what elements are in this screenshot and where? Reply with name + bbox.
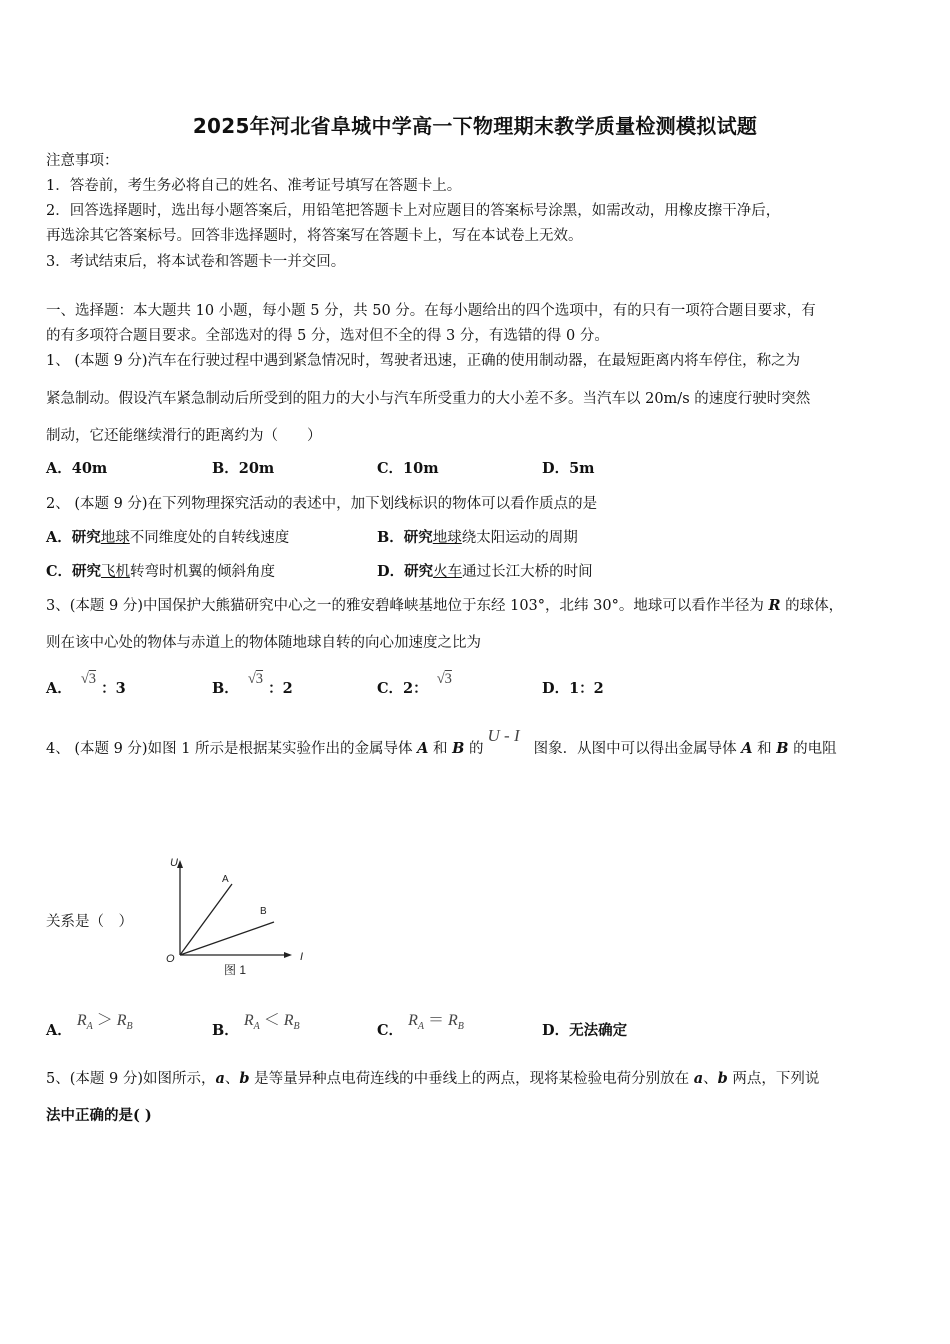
r-symbol: R (448, 1012, 458, 1029)
q4-ui-graph (160, 850, 320, 980)
sqrt-sign: √ (80, 671, 89, 687)
q3-option-b-label: B． (212, 680, 239, 697)
r-subscript: B (126, 1021, 133, 1033)
q2-option-d-prefix: D．研究 (377, 563, 434, 580)
q5-sep: 、 (224, 1071, 240, 1087)
graph-line-b (180, 922, 274, 955)
q3-stem-text: 3、(本题 9 分)中国保护大熊猫研究中心之一的雅安碧峰峡基地位于东经 103°，北纬 30°。地球可以看作半径为 (46, 598, 769, 614)
q4-option-b (212, 1012, 300, 1047)
r-subscript: A (417, 1021, 424, 1033)
q3-option-a-rest: ：3 (101, 680, 126, 697)
q1-stem-line-3: 制动，它还能继续滑行的距离约为（ ） (46, 428, 322, 444)
q1-option-a: A．40m (46, 460, 108, 477)
q5-point-b-2: b (717, 1070, 728, 1087)
graph-x-label: I (300, 951, 304, 963)
r-symbol: R (76, 1012, 87, 1029)
q5-point-a: a (215, 1070, 225, 1087)
q2-option-b (377, 528, 578, 548)
section-instructions-line-2: 的有多项符合题目要求。全部选对的得 5 分，选对但不全的得 3 分，有选错的得 0 分。 (46, 328, 609, 344)
q3-option-b-rest: ：2 (268, 680, 293, 697)
q3-option-a (46, 671, 126, 699)
comparison-op: ＝ (428, 1012, 445, 1029)
q2-option-a (46, 528, 289, 548)
graph-origin-label: O (166, 953, 175, 965)
q1-option-d: D．5m (542, 460, 595, 477)
q2-option-c-prefix: C．研究 (46, 563, 102, 580)
q3-option-c-label: C．2： (377, 680, 428, 697)
q3-stem-line-2: 则在该中心处的物体与赤道上的物体随地球自转的向心加速度之比为 (46, 635, 481, 651)
q2-option-a-prefix: A．研究 (46, 529, 101, 546)
r-subscript: A (86, 1021, 93, 1033)
q2-option-a-underlined: 地球 (100, 530, 130, 546)
q1-stem-line-2: 紧急制动。假设汽车紧急制动后所受到的阻力的大小与汽车所受重力的大小差不多。当汽车以 20m/s 的速度行驶时突然 (46, 391, 811, 407)
graph-caption: 图 1 (224, 963, 247, 977)
q3-option-c (377, 671, 452, 699)
r-symbol: R (116, 1012, 127, 1029)
q4-and-2: 和 (752, 741, 777, 757)
q3-option-b-sqrt (248, 671, 263, 687)
q2-option-a-rest: 不同维度处的自转线速度 (129, 530, 290, 546)
q1-option-c: C．10m (377, 460, 439, 477)
q3-radius-symbol: R (768, 597, 781, 614)
notice-item-1: 1．答卷前，考生务必将自己的姓名、准考证号填写在答题卡上。 (46, 178, 462, 194)
q4-symbol-a-2: A (741, 740, 753, 757)
q2-option-c-underlined: 飞机 (101, 564, 131, 580)
graph-x-arrow (284, 952, 292, 958)
q3-option-c-sqrt (437, 671, 452, 687)
notice-item-3: 3．考试结束后，将本试卷和答题卡一并交回。 (46, 254, 346, 270)
comparison-op: ＞ (96, 1012, 113, 1029)
q4-symbol-a: A (417, 740, 429, 757)
notice-heading: 注意事项： (46, 153, 119, 169)
q4-option-a (46, 1012, 133, 1047)
q4-option-c (377, 1012, 464, 1047)
q2-option-d (377, 562, 593, 582)
q4-stem-end: 的电阻 (788, 741, 837, 757)
q5-stem-line-1 (46, 1069, 819, 1089)
q4-option-a-formula (76, 1012, 133, 1033)
r-symbol: R (283, 1012, 294, 1029)
q2-option-b-underlined: 地球 (432, 530, 462, 546)
q4-stem (46, 726, 837, 759)
r-symbol: R (243, 1012, 254, 1029)
r-subscript: B (293, 1021, 300, 1033)
q4-and: 和 (428, 741, 453, 757)
sqrt-sign: √ (247, 671, 256, 687)
q5-sep-2: 、 (703, 1071, 718, 1087)
q5-stem-end: 两点，下列说 (727, 1071, 820, 1087)
q3-stem-line-1 (46, 596, 843, 616)
q4-ui-formula: U - I (487, 726, 520, 745)
q4-option-a-label: A． (46, 1022, 72, 1039)
graph-y-label: U (170, 857, 178, 869)
q4-relation-prompt: 关系是（ ） (46, 914, 133, 930)
notice-item-2-cont: 再选涂其它答案标号。回答非选择题时，将答案写在答题卡上，写在本试卷上无效。 (46, 228, 583, 244)
q4-option-b-label: B． (212, 1022, 239, 1039)
sqrt-argument: 3 (255, 671, 264, 687)
q4-stem-text-2: 图象．从图中可以得出金属导体 (533, 741, 742, 757)
q3-option-b (212, 671, 293, 699)
q2-option-d-rest: 通过长江大桥的时间 (462, 564, 593, 580)
q4-option-c-label: C． (377, 1022, 404, 1039)
r-subscript: B (457, 1021, 464, 1033)
q5-point-a-2: a (693, 1070, 704, 1087)
q2-option-b-prefix: B．研究 (377, 529, 433, 546)
notice-item-2: 2．回答选择题时，选出每小题答案后，用铅笔把答题卡上对应题目的答案标号涂黑，如需改动，用橡皮擦干净后， (46, 203, 781, 219)
q1-option-b: B．20m (212, 460, 275, 477)
section-instructions-line-1: 一、选择题：本大题共 10 小题，每小题 5 分，共 50 分。在每小题给出的四个选项中，有的只有一项符合题目要求，有 (46, 303, 816, 319)
q3-stem-end: 的球体， (780, 598, 844, 614)
graph-line-a-label: A (222, 874, 229, 885)
q5-stem-text: 5、(本题 9 分)如图所示， (46, 1071, 216, 1087)
q4-option-c-formula (408, 1012, 464, 1033)
page-title: 2025年河北省阜城中学高一下物理期末教学质量检测模拟试题 (192, 114, 758, 138)
sqrt-argument: 3 (444, 671, 452, 687)
r-subscript: A (253, 1021, 260, 1033)
q2-option-d-underlined: 火车 (433, 564, 463, 580)
q3-option-d: D．1：2 (542, 680, 604, 697)
graph-line-b-label: B (260, 906, 267, 917)
q4-stem-text: 4、 (本题 9 分)如图 1 所示是根据某实验作出的金属导体 (46, 741, 418, 757)
q5-stem-line-2: 法中正确的是( ) (46, 1107, 152, 1124)
comparison-op: ＜ (263, 1012, 280, 1029)
sqrt-argument: 3 (88, 671, 97, 687)
r-symbol: R (408, 1012, 418, 1029)
q4-de: 的 (464, 741, 484, 757)
q4-option-d-text: D．无法确定 (542, 1022, 628, 1039)
q5-stem-mid: 是等量异种点电荷连线的中垂线上的两点，现将某检验电荷分别放在 (249, 1071, 694, 1087)
q4-option-d (542, 1021, 627, 1041)
q4-option-b-formula (243, 1012, 300, 1033)
q2-stem: 2、 (本题 9 分)在下列物理探究活动的表述中，加下划线标识的物体可以看作质点的是 (46, 496, 598, 512)
sqrt-sign: √ (436, 671, 445, 687)
q3-option-a-label: A． (46, 680, 72, 697)
q2-option-c (46, 562, 275, 582)
q2-option-b-rest: 绕太阳运动的周期 (461, 530, 578, 546)
q4-symbol-b-2: B (776, 740, 789, 757)
q3-option-a-sqrt (81, 671, 96, 687)
q1-stem-line-1: 1、 (本题 9 分)汽车在行驶过程中遇到紧急情况时，驾驶者迅速，正确的使用制动器，在最短距离内将车停住，称之为 (46, 353, 801, 369)
graph-line-a (180, 884, 232, 955)
q2-option-c-rest: 转弯时机翼的倾斜角度 (130, 564, 276, 580)
q5-point-b: b (239, 1070, 250, 1087)
q4-symbol-b: B (452, 740, 465, 757)
